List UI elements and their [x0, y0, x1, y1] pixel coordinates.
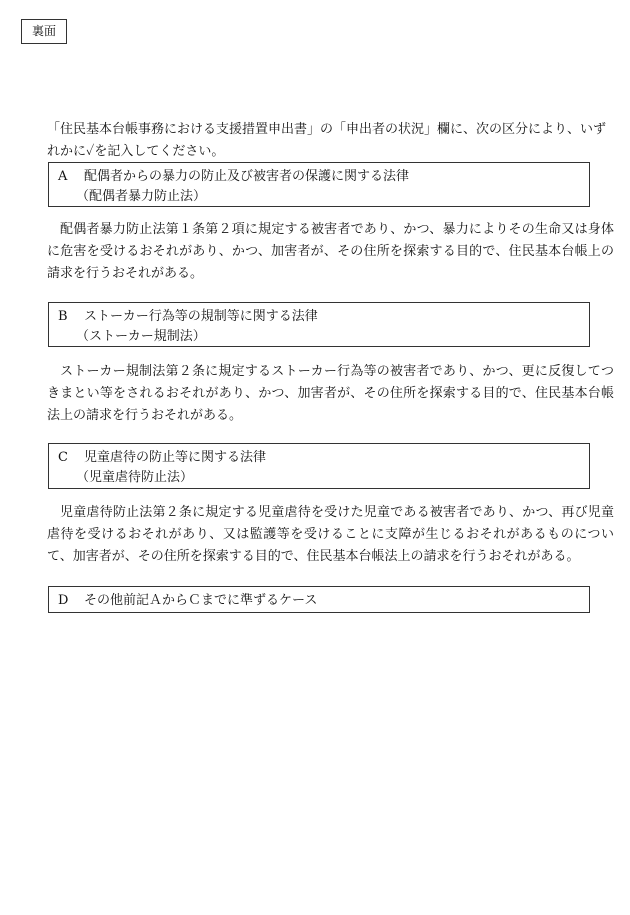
- section-a-letter: A: [58, 169, 68, 184]
- instructions-text: 「住民基本台帳事務における支援措置申出書」の「申出者の状況」欄に、次の区分により、いずれかに✓を記入してください。: [47, 122, 607, 159]
- section-c-title: 児童虐待の防止等に関する法律: [84, 450, 267, 465]
- section-c-description: 児童虐待防止法第２条に規定する児童虐待を受けた児童である被害者であり、かつ、再び児童虐待を受けるおそれがあり、又は監護等を受けることに支障が生じるおそれがあるものについて、加害者が、その住所を探索する目的で、住民基本台帳法上の請求を行うおそれがある。: [47, 505, 614, 564]
- section-b-box: [48, 302, 590, 347]
- section-b-abbr: （ストーカー規制法）: [76, 329, 206, 344]
- section-c-letter: C: [58, 450, 68, 465]
- section-b-title: ストーカー行為等の規制等に関する法律: [84, 309, 318, 324]
- section-a-description: 配偶者暴力防止法第１条第２項に規定する被害者であり、かつ、暴力によりその生命又は身体に危害を受けるおそれがあり、かつ、加害者が、その住所を探索する目的で、住民基本台帳上の請求を行うおそれがある。: [47, 222, 614, 281]
- section-b-letter: B: [58, 309, 68, 324]
- section-a-box: [48, 162, 590, 207]
- section-a-abbr: （配偶者暴力防止法）: [76, 189, 207, 204]
- section-d-letter: D: [58, 593, 69, 608]
- section-b-description: ストーカー規制法第２条に規定するストーカー行為等の被害者であり、かつ、更に反復してつきまとい等をされるおそれがあり、かつ、加害者が、その住所を探索する目的で、住民基本台帳法上の請求を行うおそれがある。: [47, 364, 614, 423]
- section-d-title: その他前記ＡからＣまでに準ずるケース: [84, 593, 318, 608]
- section-c-abbr: （児童虐待防止法）: [76, 470, 194, 485]
- section-d-box: [48, 586, 590, 613]
- page-side-label: 裏面: [21, 19, 67, 44]
- section-c-box: [48, 443, 590, 489]
- section-a-title: 配偶者からの暴力の防止及び被害者の保護に関する法律: [84, 169, 410, 184]
